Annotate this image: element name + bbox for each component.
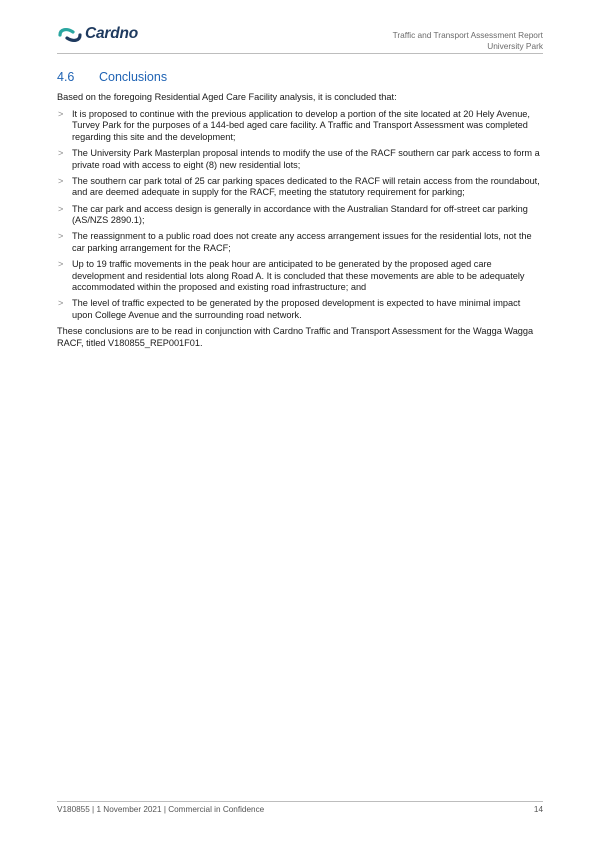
header-divider [57,53,543,54]
list-item [57,176,543,199]
conclusion-list [57,109,543,322]
list-item-text: It is proposed to continue with the previous application to develop a portion of the site located at 20 Hely Avenue, Turvey Park for the purposes of a 144-bed aged care facility. A Traffic and Transport Assessment was completed regarding this site and the development; [72,108,530,142]
footer-text: V180855 | 1 November 2021 | Commercial in Confidence [57,805,265,814]
report-subtitle: University Park [487,41,543,51]
body-content [57,92,543,349]
list-item [57,231,543,254]
bullet-marker: > [58,203,64,214]
footer-divider [57,801,543,802]
list-item [57,109,543,144]
bullet-marker: > [58,175,64,186]
list-item-text: The level of traffic expected to be generated by the proposed development is expected to have minimal impact upon College Avenue and the surrounding road network. [72,298,521,321]
list-item-text: The reassignment to a public road does not create any access arrangement issues for the residential lots, not the car parking arrangement for the RACF; [72,231,532,253]
list-item-text: Up to 19 traffic movements in the peak hour are anticipated to be generated by the proposed aged care development and residential lots along Road A. It is concluded that these movements are able to be adequately accommodated within the proposed and existing road infrastructure; and [72,259,525,293]
list-item-text: The southern car park total of 25 car parking spaces dedicated to the RACF will retain access from the roundabout, and are deemed adequate in supply for the RACF, meeting the statutory requirement for parking; [72,175,540,198]
cardno-logo [57,24,167,46]
list-item-text: The car park and access design is generally in accordance with the Australian Standard for off-street car parking (AS/NZS 2890.1); [72,203,528,226]
list-item [57,148,543,171]
logo-text: Cardno [85,25,139,42]
report-header [393,30,543,52]
bullet-marker: > [58,108,64,119]
cardno-swoosh-icon [57,24,83,46]
list-item-text: The University Park Masterplan proposal intends to modify the use of the RACF southern car park access to form a private road with access to eight (8) new residential lots; [72,147,540,170]
bullet-marker: > [58,259,64,270]
page-number: 14 [533,805,543,814]
bullet-marker: > [58,298,64,309]
closing-paragraph: These conclusions are to be read in conjunction with Cardno Traffic and Transport Assessment for the Wagga Wagga RACF, titled V180855_REP001F01. [57,326,534,348]
bullet-marker: > [58,231,64,242]
list-item [57,204,543,227]
intro-paragraph: Based on the foregoing Residential Aged Care Facility analysis, it is concluded that: [57,92,397,102]
section-number: 4.6 [57,70,75,84]
section-heading [57,70,167,84]
section-title: Conclusions [99,70,168,84]
report-title: Traffic and Transport Assessment Report [392,30,543,40]
bullet-marker: > [58,147,64,158]
list-item [57,259,543,294]
list-item [57,298,543,321]
